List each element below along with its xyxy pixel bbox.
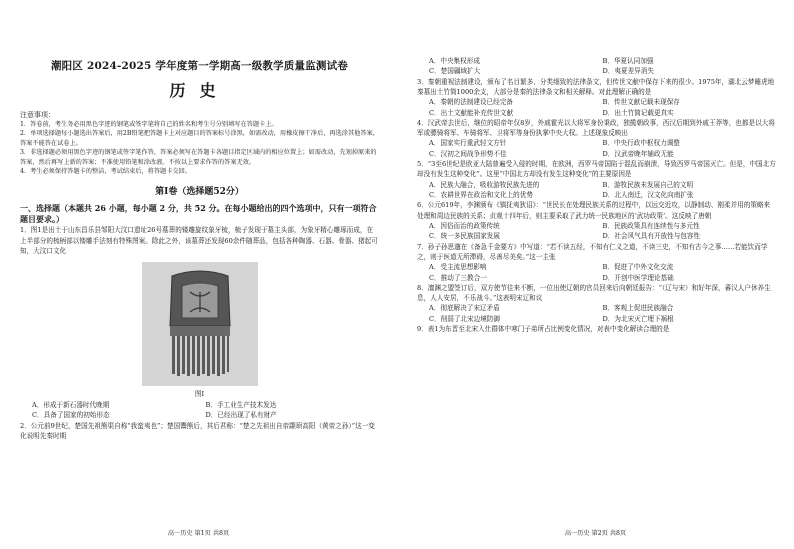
page-right	[397, 0, 794, 549]
figure-container	[20, 262, 379, 386]
question-2-options	[417, 56, 776, 77]
option-d: D．开创中医学理论基础	[602, 273, 674, 282]
option-a: A．国家实行重武轻文方针	[429, 139, 507, 148]
option-a: A．彻底解决了宋辽矛盾	[429, 304, 500, 313]
question-7-options	[417, 262, 776, 283]
comb-illustration	[142, 262, 258, 386]
option-a: A．秦朝的法制建设已经完备	[429, 98, 513, 107]
notice-item: 3．非选择题必须用黑色字迹的钢笔或签字笔作答，答案必须写在答题卡各题目指定区域内的相应位置上；如需改动，先划掉原来的答案，然后再写上新的答案；不准使用铅笔和涂改液。不按以上要求作答的答案无效。	[20, 149, 377, 166]
option-c: C．统一多民族国家发展	[429, 232, 500, 241]
option-c: C．推动了三教合一	[429, 273, 487, 282]
question-2: 2．公元前9世纪，楚国先祖熊渠自称“我蛮夷也”；楚国鬻熊后，其后君称：“楚之先祖出自帝颛顼高阳（黄帝之孙）”这一变化说明先秦时期	[20, 421, 375, 441]
exam-title: 潮阳区 2024-2025 学年度第一学期高一级教学质量监测试卷	[50, 60, 348, 72]
question-4-options	[417, 138, 776, 159]
section-heading: 第Ⅰ卷（选择题52分）	[155, 187, 244, 198]
option-b: B．华夏认同加强	[602, 57, 654, 65]
option-a: A．形成于新石器时代晚期	[32, 401, 110, 410]
notice-label: 注意事项：	[20, 111, 55, 119]
figure-caption: 图Ⅰ	[194, 390, 205, 399]
option-c: C．农耕世界在政治和文化上的优势	[429, 191, 533, 200]
option-d: D．出土竹简记载更真实	[602, 108, 674, 117]
question-4: 4．汉武帝去世后，继位的昭帝年仅8岁，外戚霍光以大将军身份秉政，独揽朝政事，西汉后期到外戚王莽等，也都是以大将军或骠骑将军、车骑将军、卫将军等身份执掌中央大权。上述现象反映出	[417, 119, 775, 138]
question-1-options	[20, 400, 379, 421]
option-c: C．具备了国家的初始形态	[32, 411, 110, 420]
option-c: C．楚国疆域扩大	[429, 67, 481, 76]
question-3-options	[417, 97, 776, 118]
ivory-comb-image	[142, 262, 258, 386]
option-c: C．汉初之间战争形势不佳	[429, 149, 507, 158]
right-body	[417, 56, 776, 334]
question-5: 5．“3至6世纪是欧亚大陆普遍受入侵的时期，在欧洲，西罗马帝国陷于混乱而崩溃，导致西罗马帝国灭亡。但是，中国北方却没有发生这种变化”。这里“中国北方却没有发生这种变化”的主要原因是	[417, 160, 776, 179]
option-c: C．出土文献能补充传世文献	[429, 108, 514, 117]
notice-item: 2．单项选择题每小题选出答案后，用2B铅笔把答题卡上对应题目的答案标号涂黑，如需改动，用橡皮擦干净后，再选涂其他答案，答案不能答在试卷上。	[20, 130, 379, 147]
notice-list	[20, 120, 379, 176]
option-b: B．游牧民族未发展自己的文明	[602, 180, 694, 189]
option-d: D．夷夏差异消失	[602, 67, 654, 76]
option-a: A．中央集权形成	[429, 57, 480, 65]
option-b: B．中央行政中枢权力调整	[602, 139, 680, 148]
option-b: B．客观上促进民族融合	[602, 304, 674, 313]
question-9: 9．表1为东晋至北宋入仕群体中寒门子弟所占比例变化情况，对表中变化解读合理的是	[417, 325, 670, 334]
notice-item: 1．答卷前，考生务必用黑色字迹的钢笔或签字笔将自己的姓名和考生号分别填写在答题卡上。	[20, 121, 278, 128]
option-b: B．促进了中外文化交流	[602, 263, 674, 272]
option-a: A．因俗而治的政策传统	[429, 221, 500, 230]
notice-item: 4．考生必须保持答题卡的整洁，考试结束后，将答题卡交回。	[20, 168, 191, 176]
option-b: B．手工业生产技术发达	[205, 401, 277, 410]
option-a: A．民族大融合，吸收游牧民族先进的	[429, 180, 540, 189]
page-footer: 高一历史 第1页 共8页	[167, 530, 230, 537]
option-c: C．削弱了北宋边境防御	[429, 314, 500, 323]
option-d: D．社会风气具有开放性与包容性	[602, 232, 701, 241]
page-footer: 高一历史 第2页 共8页	[564, 530, 627, 537]
option-d: D．为北宋灭亡埋下祸根	[602, 314, 674, 323]
question-8-options	[417, 303, 776, 324]
question-6: 6．公元619年，李渊颁布《镇抚夷狄诏》：“世民长在处理民族关系的过程中，以远交近攻，以静制动、刚柔并用的策略来处理和周边民族的关系；贞观十四年后，则主要采取了武力统一民族地区的‘武功政策’。这反映了唐朝	[417, 201, 771, 220]
option-d: D．已经出现了私有财产	[205, 411, 277, 420]
question-1: 1．图1是出土于山东昌乐县邹阳大汶口遗址26号墓葬的镂雕旋纹象牙梳，梳子发现于墓主头部，为象牙精心雕琢而成，在上半部分的梳柄部以镂雕手法刻有特殊图案。除此之外，该墓葬还发现60余件随葬品，包括各种陶器、石器、骨器、猪起可知，大汶口文化	[20, 226, 378, 255]
option-b: B．民族政策具有连续性与多元性	[602, 221, 700, 230]
question-6-options	[417, 221, 776, 242]
question-8: 8．澶渊之盟签订后，双方使节往来不断，一位出使辽朝的官员回来后向朝廷报告：“（辽与宋）和好年深，蕃汉人户休养生息，人人安居，不乐战斗。”这表明宋辽和议	[417, 283, 771, 303]
question-7: 7．孙子孙思邈在《备急千金要方》中写道：“若不读五经，不知有仁义之道，不读三史，不知有古今之事……若能饮而学之，则于医道无所滞碍，尽善尽美矣。”这一主张	[417, 242, 768, 261]
option-d: D．汉武帝晚年辅政无能	[602, 149, 674, 158]
subject-title: 历史	[169, 81, 230, 100]
question-3: 3．秦朝重视法制建设，颁布了名目繁多、分类细致的法律条文，但传世文献中保存下来的很少。1975年，湖北云梦睡虎地秦墓出土竹简1000余支，大部分是秦的法律条文和相关解释。对此理解正确的是	[417, 77, 775, 97]
part-heading: 一、选择题（本题共 26 小题，每小题 2 分，共 52 分。在每小题给出的四个选项中，只有一项符合题目要求。）	[20, 203, 377, 225]
option-a: A．受主流思想影响	[429, 263, 487, 272]
option-b: B．传世文献记载未现保存	[602, 98, 680, 107]
option-d: D．北人南迁，汉文化向南扩张	[602, 191, 694, 200]
question-5-options	[417, 180, 776, 201]
